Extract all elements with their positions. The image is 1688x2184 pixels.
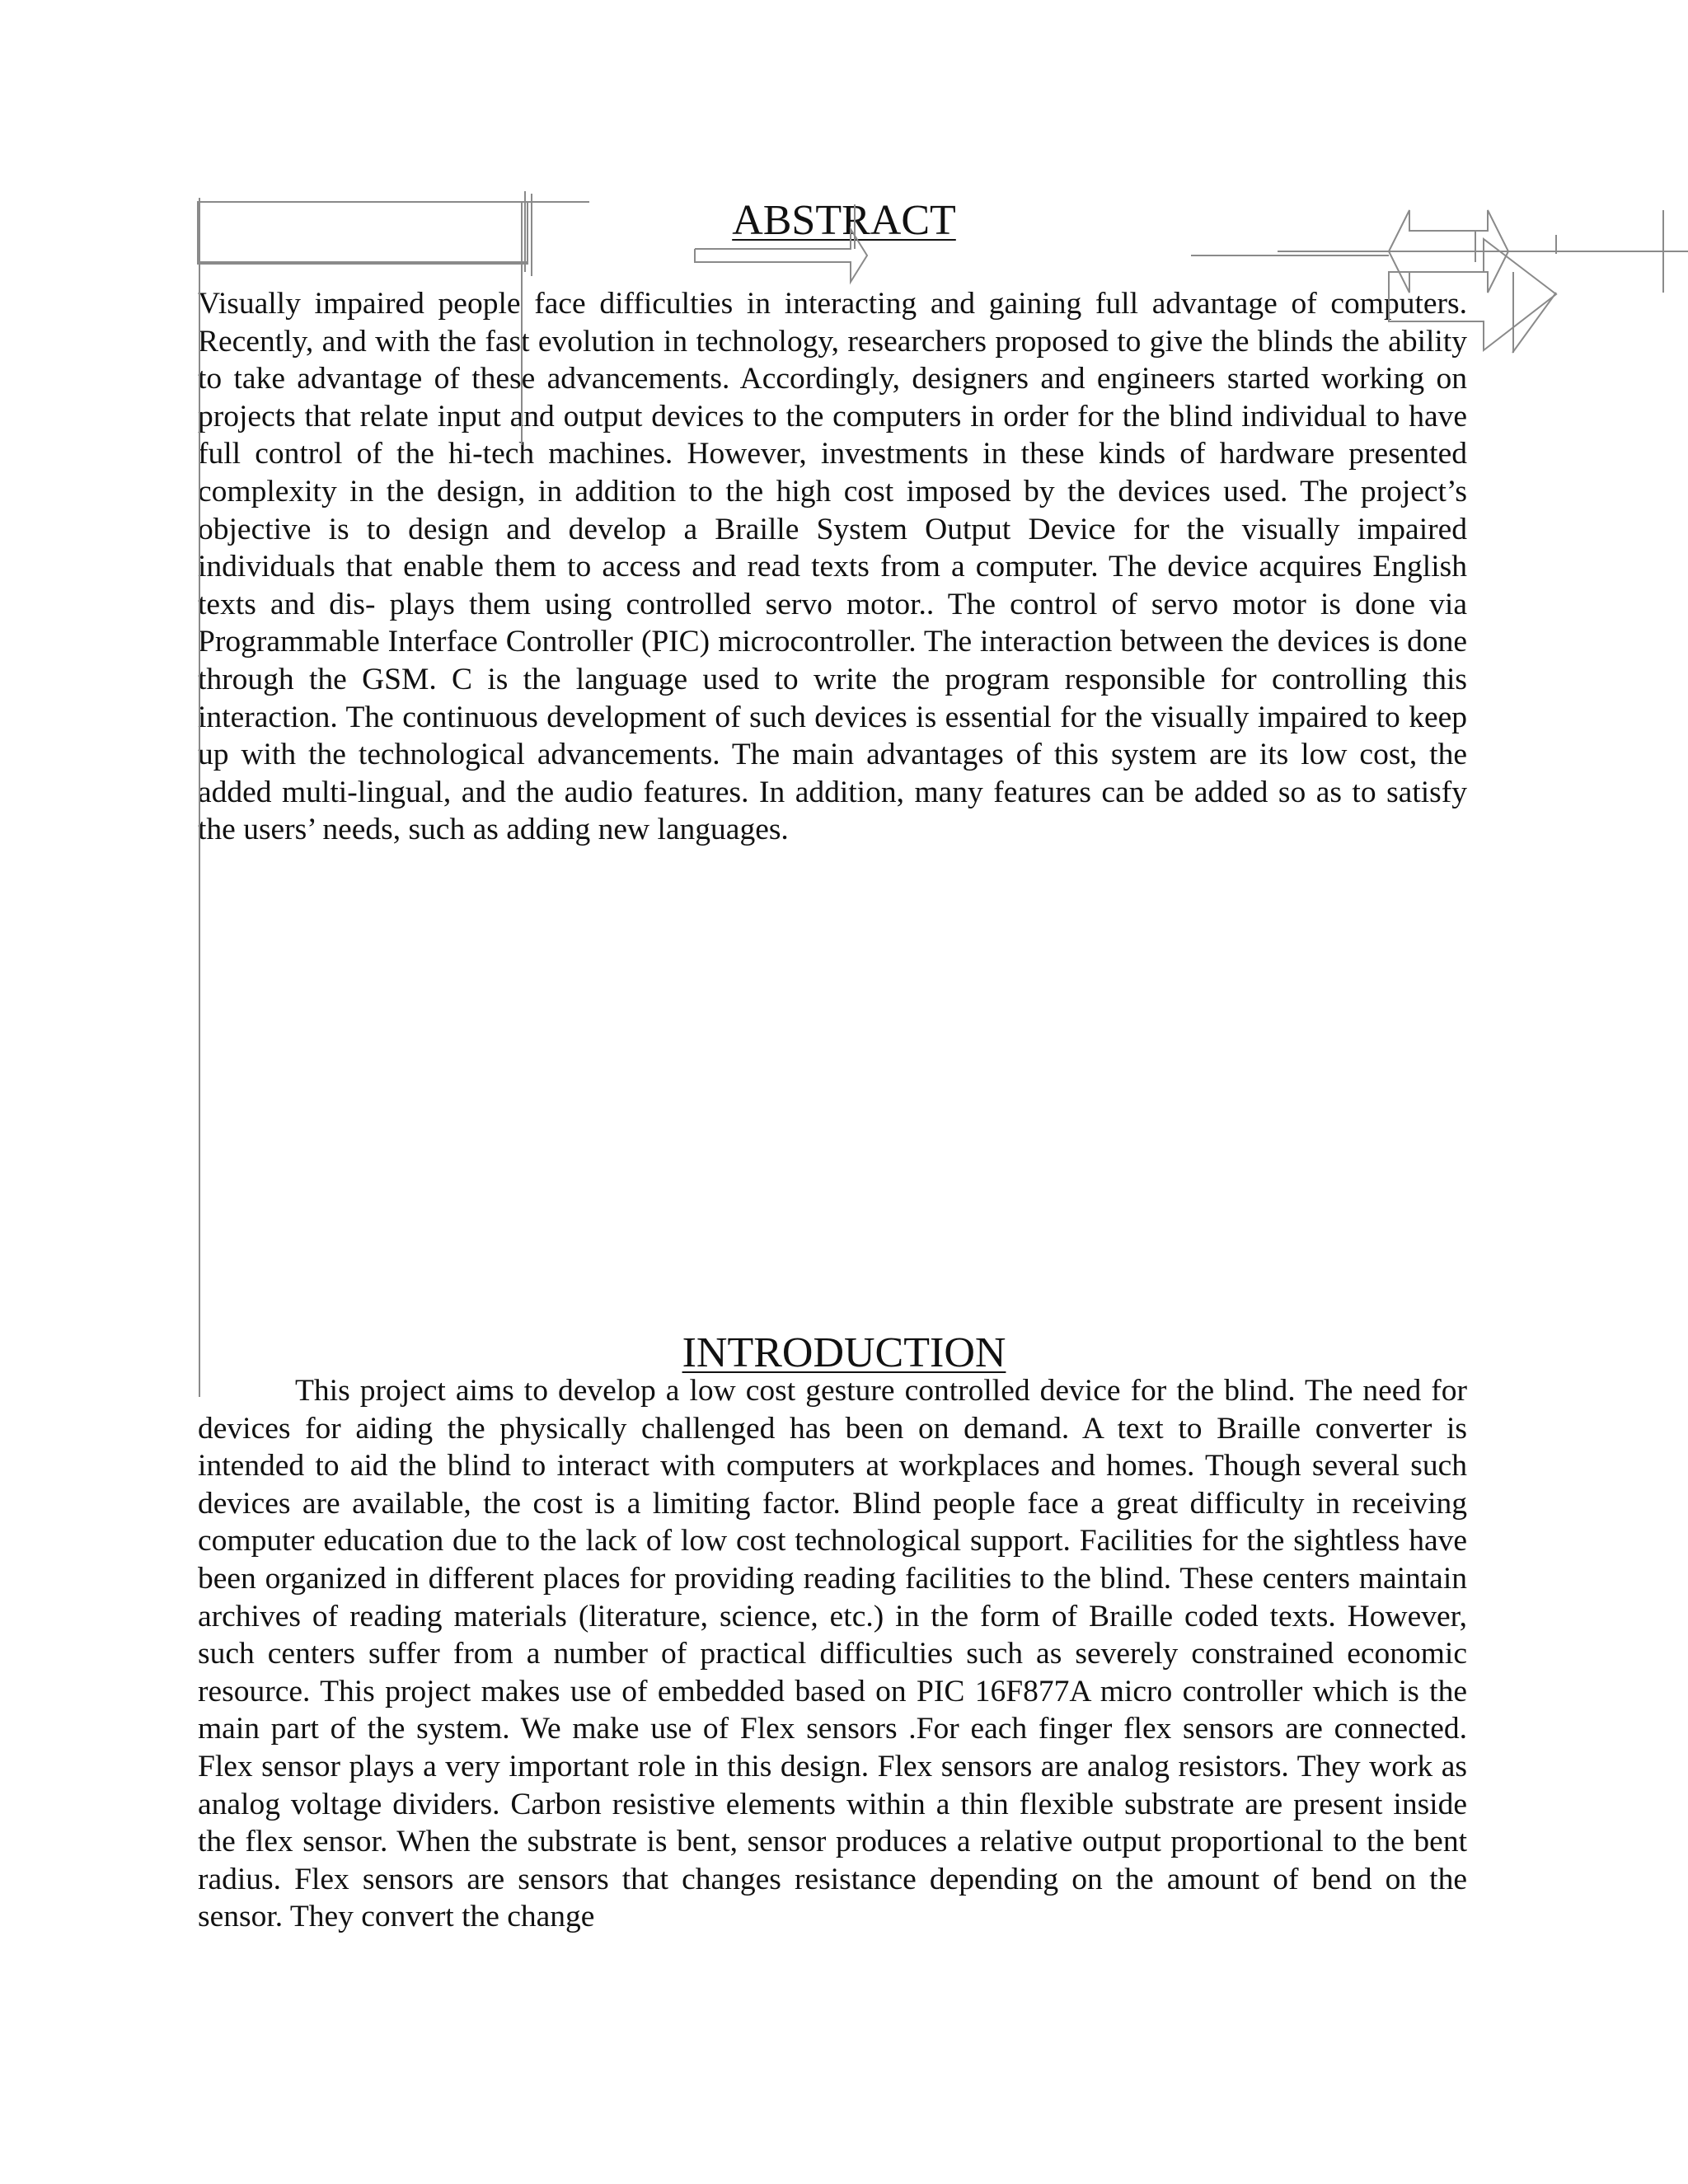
abstract-paragraph: Visually impaired people face difficulties in interacting and gaining full advantage of computers. Recently, and with the fast evolution in technology, researchers proposed to give the blinds the ability to take advantage of these advancements. Accordingly, designers and engineers started working on projects that relate input and output devices to the computers in order for the blind individual to have full control of the hi-tech machines. However, investments in these kinds of hardware presented complexity in the design, in addition to the high cost imposed by the devices used. The project’s objective is to design and develop a Braille System Output Device for the visually impaired individuals that enable them to access and read texts from a computer. The device acquires English texts and dis- plays them using controlled servo motor.. The control of servo motor is done via Programmable Interface Controller (PIC) microcontroller. The interaction between the devices is done through the GSM. C is the language used to write the program responsible for controlling this interaction. The continuous development of such devices is essential for the visually impaired to keep up with the technological advancements. The main advantages of this system are its low cost, the added multi-lingual, and the audio features. In addition, many features can be added so as to satisfy the users’ needs, such as adding new languages. [198,287,1467,847]
introduction-heading: INTRODUCTION [682,1329,1006,1376]
box-edge-line [198,262,528,264]
abstract-heading: ABSTRACT [732,197,956,244]
diagonal-line [1512,293,1556,353]
introduction-paragraph: This project aims to develop a low cost gesture controlled device for the blind. The need for devices for aiding the physically challenged has been on demand. A text to Braille converter is intended to aid the blind to interact with computers at workplaces and homes. Though several such devices are available, the cost is a limiting factor. Blind people face a great difficulty in receiving computer education due to the lack of low cost technological support. Facilities for the sightless have been organized in different places for providing reading facilities to the blind. These centers maintain archives of reading materials (literature, science, etc.) in the form of Braille coded texts. However, such centers suffer from a number of practical difficulties such as severely constrained economic resource. This project makes use of embedded based on PIC 16F877A micro controller which is the main part of the system. We make use of Flex sensors .For each finger flex sensors are connected. Flex sensor plays a very important role in this design. Flex sensors are analog resistors. They work as analog voltage dividers. Carbon resistive elements within a thin flexible substrate are present inside the flex sensor. When the substrate is bent, sensor produces a relative output proportional to the bent radius. Flex sensors are sensors that changes resistance depending on the amount of bend on the sensor. They convert the change [198,1374,1467,1934]
